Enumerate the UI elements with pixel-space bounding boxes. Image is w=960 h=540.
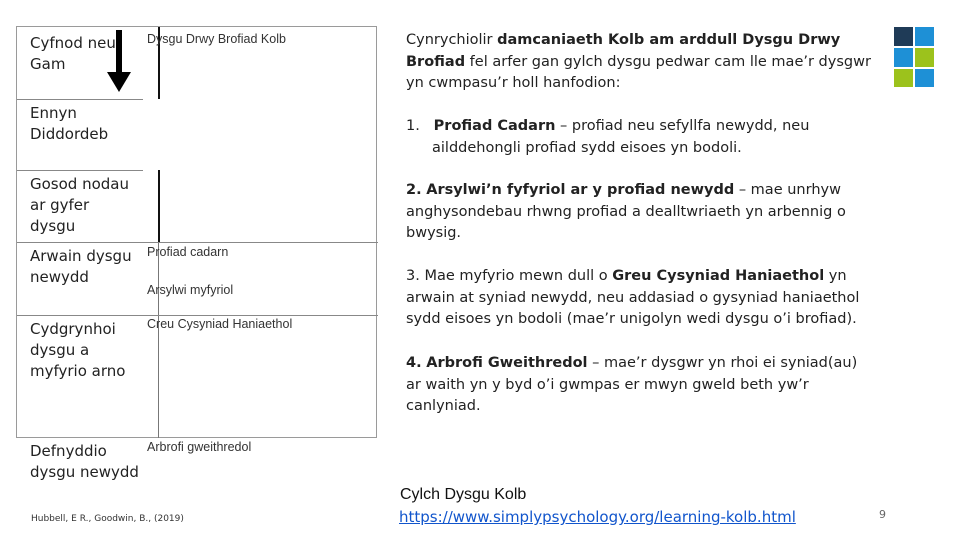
row-divider-3 xyxy=(17,242,378,243)
point-3-num: 3. xyxy=(406,268,420,284)
citation: Hubbell, E R., Goodwin, B., (2019) xyxy=(31,514,184,524)
cell-reflective-observation: Arsylwi myfyriol xyxy=(147,283,234,297)
row-divider-1 xyxy=(17,99,143,100)
point-1-text: – profiad neu sefyllfa newydd, neu ailddehongli profiad sydd eisoes yn bodoli. xyxy=(432,118,810,156)
point-4 xyxy=(406,353,876,418)
stage-consolidate: Cydgrynhoi dysgu a myfyrio arno xyxy=(30,320,126,380)
figure-caption: Cylch Dysgu Kolb xyxy=(400,486,527,503)
cell-concrete-experience: Profiad cadarn xyxy=(147,245,229,259)
intro-bold: damcaniaeth Kolb am arddull Dysgu Drwy Brofiad xyxy=(406,32,841,70)
page-number: 9 xyxy=(879,508,886,521)
stage-engage: Ennyn Diddordeb xyxy=(30,104,109,143)
row-divider-4 xyxy=(17,315,378,316)
header-kolb: Dysgu Drwy Brofiad Kolb xyxy=(147,32,286,46)
point-2 xyxy=(406,180,856,245)
point-2-text: – mae unrhyw anghysondebau rhwng profiad a dealltwriaeth yn arbennig o bwysig. xyxy=(406,182,846,241)
point-3 xyxy=(406,266,866,331)
point-2-bold: Arsylwi’n fyfyriol ar y profiad newydd xyxy=(426,182,735,198)
column-divider-mid xyxy=(158,170,160,242)
intro-post: fel arfer gan gylch dysgu pedwar cam lle mae’r dysgwr yn cwmpasu’r holl hanfodion: xyxy=(406,53,871,91)
point-3-pre: Mae myfyrio mewn dull o xyxy=(424,268,613,284)
point-3-text: yn arwain at syniad newydd, neu addasiad o gysyniad haniaethol sydd eisoes yn bodoli (mae’r unigolyn wedi dysgu o’i brofiad). xyxy=(406,268,860,327)
source-link[interactable]: https://www.simplypsychology.org/learning-kolb.html xyxy=(399,508,796,526)
point-2-num: 2. xyxy=(406,182,422,198)
point-4-num: 4. xyxy=(406,355,422,371)
cell-active-experimentation: Arbrofi gweithredol xyxy=(147,440,252,454)
intro-paragraph xyxy=(406,30,881,95)
point-4-text: – mae’r dysgwr yn rhoi ei syniad(au) ar waith yn y byd o’i gwmpas er mwyn gweld beth yw’r canlyniad. xyxy=(406,355,858,414)
column-divider-bottom xyxy=(158,242,159,438)
row-divider-2 xyxy=(17,170,143,171)
cell-abstract-conceptualisation: Creu Cysyniad Haniaethol xyxy=(147,317,293,331)
stage-lead-learning: Arwain dysgu newydd xyxy=(30,247,132,286)
stage-apply: Defnyddio dysgu newydd xyxy=(30,442,139,481)
intro-pre: Cynrychiolir xyxy=(406,32,498,48)
point-1-bold: Profiad Cadarn xyxy=(433,118,556,134)
stage-set-goals: Gosod nodau ar gyfer dysgu xyxy=(30,175,129,235)
logo-icon xyxy=(894,27,934,87)
point-3-bold: Greu Cysyniad Haniaethol xyxy=(612,268,825,284)
header-stage: Cyfnod neu Gam xyxy=(30,34,116,73)
point-4-bold: Arbrofi Gweithredol xyxy=(426,355,588,371)
point-1 xyxy=(406,116,892,159)
point-1-num: 1. xyxy=(406,118,420,134)
